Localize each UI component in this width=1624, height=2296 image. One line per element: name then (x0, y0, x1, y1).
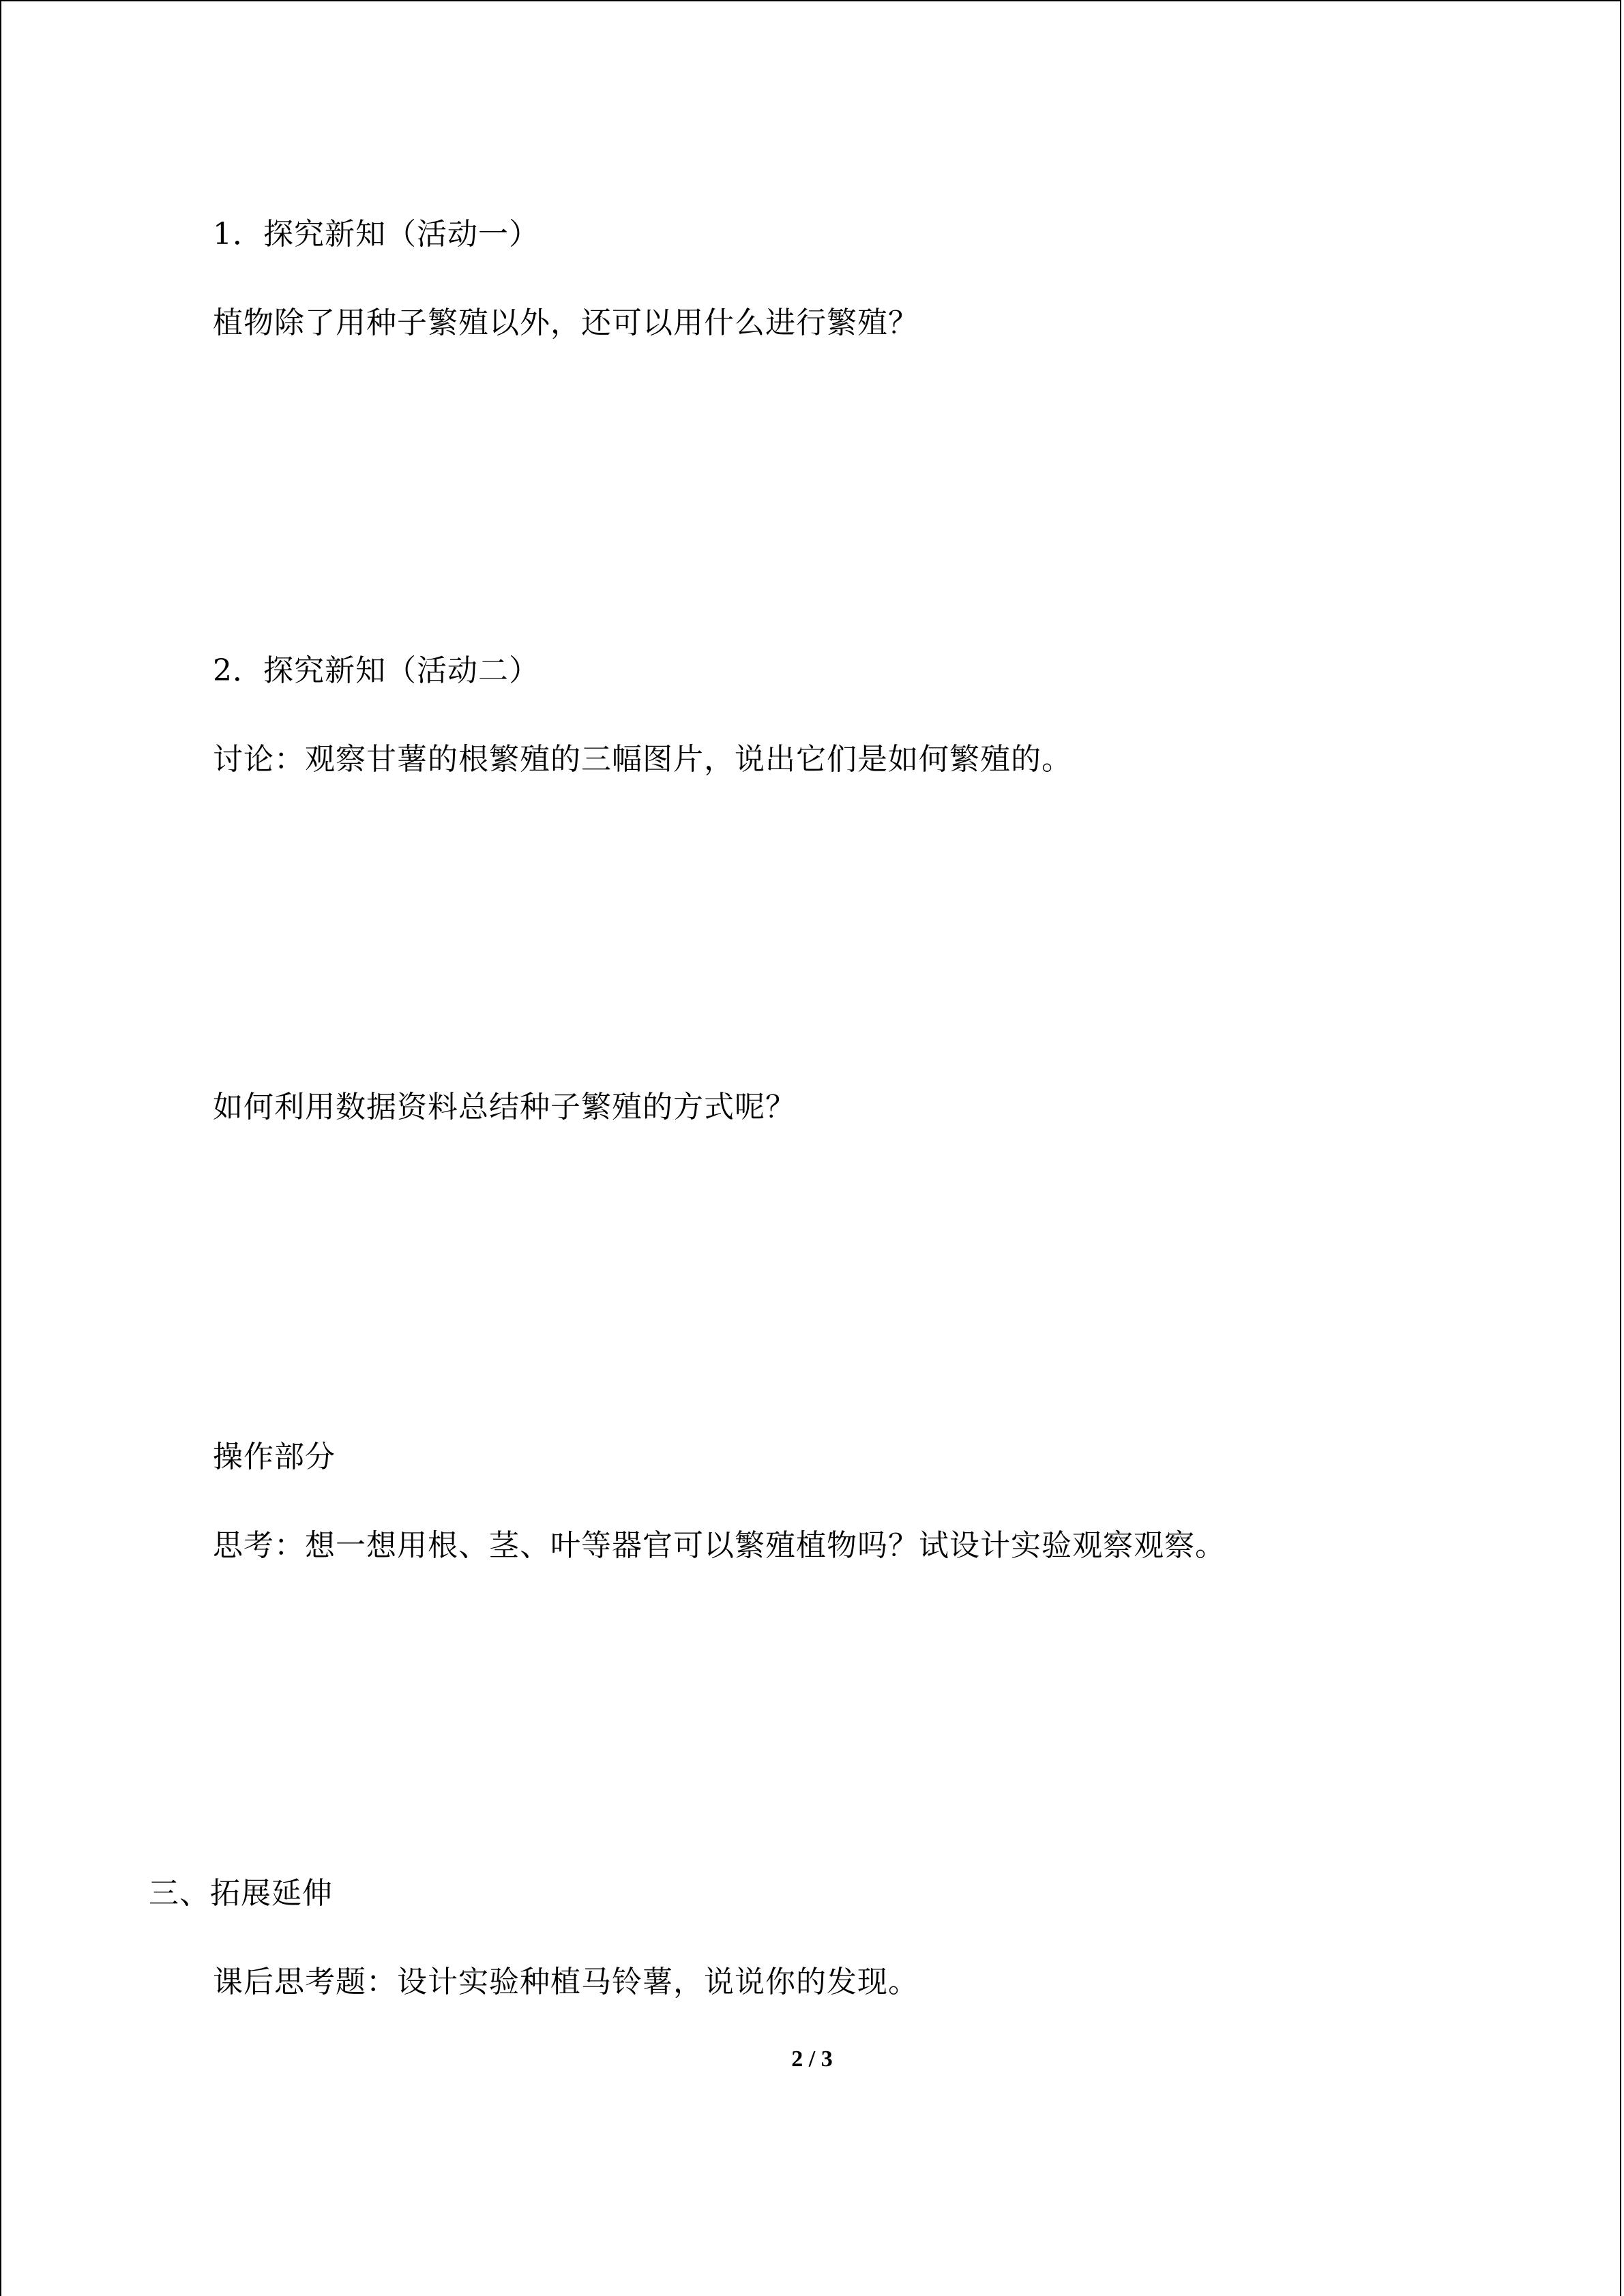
operation-heading: 操作部分 (213, 1440, 336, 1474)
extension-heading: 三、拓展延伸 (149, 1876, 333, 1911)
section-1-question: 植物除了用种子繁殖以外，还可以用什么进行繁殖？ (213, 305, 919, 340)
operation-thinking: 思考：想一想用根、茎、叶等器官可以繁殖植物吗？试设计实验观察观察。 (213, 1528, 1226, 1563)
section-1-heading: 1．探究新知（活动一） (213, 217, 540, 252)
extension-homework: 课后思考题：设计实验种植马铃薯，说说你的发现。 (213, 1965, 919, 1999)
page-number: 2 / 3 (791, 2046, 833, 2072)
section-2-heading: 2．探究新知（活动二） (213, 653, 540, 688)
section-2-discussion: 讨论：观察甘薯的根繁殖的三幅图片，说出它们是如何繁殖的。 (213, 742, 1072, 777)
section-2-question: 如何利用数据资料总结种子繁殖的方式呢？ (213, 1090, 796, 1124)
